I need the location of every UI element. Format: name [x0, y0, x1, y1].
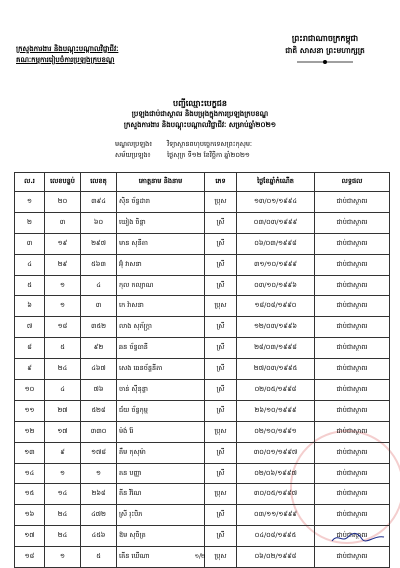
cell-room: ១៩	[45, 233, 81, 254]
cell-room: ៣	[45, 212, 81, 233]
cell-dob: ២៧/០៣/១៩៩៥	[237, 359, 315, 380]
cell-index: ១៧	[15, 526, 45, 547]
cell-room: ៥	[45, 338, 81, 359]
cell-desk: ៥	[81, 547, 117, 568]
cell-result: ជាប់ជាស្ថាពរ	[315, 505, 390, 526]
cell-dob: ១២/០៣/១៩៩៦	[237, 317, 315, 338]
cell-dob: ០២/០៦/១៩៩៧	[237, 463, 315, 484]
table-row	[15, 505, 390, 526]
cell-sex: ប្រុស	[205, 421, 237, 442]
cell-desk: ៧៦	[81, 380, 117, 401]
cell-room: ១	[45, 275, 81, 296]
cell-dob: ០២/០៥/១៩៩៨	[237, 380, 315, 401]
cell-sex: ស្រី	[205, 254, 237, 275]
cell-index: ៩	[15, 359, 45, 380]
cell-sex: ប្រុស	[205, 484, 237, 505]
cell-name: អ៊ុំ វាសនា	[117, 254, 205, 275]
cell-dob: ៣០/០១/១៩៩៧	[237, 442, 315, 463]
table-row	[15, 254, 390, 275]
cell-room: ១៨	[45, 317, 81, 338]
cell-name: សេង ធេនច័ន្ទនីតា	[117, 359, 205, 380]
table-header-row	[15, 173, 390, 192]
ornament-divider-icon	[295, 59, 355, 65]
cell-dob: ២៦/១០/១៩៩៩	[237, 400, 315, 421]
title-line-1: បញ្ជីឈ្មោះបេក្ខជន	[173, 99, 227, 108]
cell-result: ជាប់ជាស្ថាពរ	[315, 359, 390, 380]
table-row	[15, 296, 390, 317]
cell-desk: ១៧៨	[81, 442, 117, 463]
cell-result: ជាប់ជាស្ថាពរ	[315, 338, 390, 359]
cell-desk: ២៩៧	[81, 233, 117, 254]
cell-sex: ស្រី	[205, 526, 237, 547]
cell-sex: ប្រុស	[205, 192, 237, 213]
cell-sex: ស្រី	[205, 359, 237, 380]
cell-index: ១៨	[15, 547, 45, 568]
cell-result: ជាប់ជាស្ថាពរ	[315, 212, 390, 233]
cell-room: ៩	[45, 442, 81, 463]
kingdom-title: ព្រះរាជាណាចក្រកម្ពុជា	[291, 34, 359, 43]
cell-index: ៨	[15, 338, 45, 359]
cell-index: ១១	[15, 400, 45, 421]
cell-name: ស្រី រុះបិភ	[117, 505, 205, 526]
exam-date-value: ថ្ងៃសុក្រ ទី១២ ខែវិច្ឆិកា ឆ្នាំ២០២១	[167, 151, 250, 159]
cell-result: ជាប់ជាស្ថាពរ	[315, 192, 390, 213]
cell-name: មាន សុនីតា	[117, 233, 205, 254]
cell-index: ១	[15, 192, 45, 213]
exam-date-line	[115, 151, 375, 160]
title-line-3: ក្រសួងការងារ និងបណ្តុះបណ្តាលវិជ្ជាជីវៈ សម្រាប់ឆ្នាំ២០២១	[123, 121, 277, 129]
cell-sex: ស្រី	[205, 233, 237, 254]
title-line-2: ប្រឡងជាប់ជាស្ថាពរ និងបម្រុងក្នុងការប្រឡងក្របខណ្ឌ	[131, 110, 269, 118]
col-header-result: លទ្ធផល	[315, 173, 390, 192]
cell-desk: ១	[81, 463, 117, 484]
table-row	[15, 317, 390, 338]
cell-sex: ស្រី	[205, 317, 237, 338]
cell-room: ៤	[45, 380, 81, 401]
cell-dob: ០៣/១១/១៩៩៩	[237, 505, 315, 526]
cell-dob: ០៦/០៣/១៩៩៨	[237, 233, 315, 254]
table-row	[15, 359, 390, 380]
cell-dob: ៣១/១០/១៩៩៩	[237, 254, 315, 275]
cell-room: ១	[45, 547, 81, 568]
cell-desk: ៥២៨	[81, 400, 117, 421]
cell-dob: ៣០/០៥/១៩៩៧	[237, 484, 315, 505]
cell-result: ជាប់ជាស្ថាពរ	[315, 233, 390, 254]
cell-desk: ៩២	[81, 338, 117, 359]
cell-dob: ០៣/០៣/១៩៩៩	[237, 212, 315, 233]
committee-name: គណៈកម្មការរៀបចំការប្រឡងក្របខណ្ឌ	[16, 56, 115, 64]
cell-name: ឱម សុចិត្រ	[117, 526, 205, 547]
col-header-dob: ថ្ងៃខែឆ្នាំកំណើត	[237, 173, 315, 192]
ministry-header	[16, 44, 236, 66]
cell-room: ១	[45, 296, 81, 317]
cell-sex: ស្រី	[205, 380, 237, 401]
ministry-name: ក្រសួងការងារ និងបណ្តុះបណ្តាលវិជ្ជាជីវៈ	[16, 45, 119, 53]
cell-index: ១៥	[15, 484, 45, 505]
cell-room: ២៧	[45, 400, 81, 421]
cell-name: ម៉ង់ រ៉ែ	[117, 421, 205, 442]
col-header-desk: លេខតុ	[81, 173, 117, 192]
cell-index: ១២	[15, 421, 45, 442]
cell-result: ជាប់ជាស្ថាពរ	[315, 254, 390, 275]
cell-result: ជាប់ជាស្ថាពរ	[315, 275, 390, 296]
table-row	[15, 212, 390, 233]
table-row	[15, 380, 390, 401]
cell-name: គីន វិណៃ	[117, 484, 205, 505]
col-header-index: ល.រ	[15, 173, 45, 192]
cell-desk: ៣៣០	[81, 421, 117, 442]
table-row	[15, 275, 390, 296]
cell-name: ឃៀង ចិន្តា	[117, 212, 205, 233]
cell-room: ២៩	[45, 254, 81, 275]
cell-sex: ស្រី	[205, 505, 237, 526]
cell-name: ឆន ច័ន្ទធានី	[117, 338, 205, 359]
cell-dob: ០៦/០២/១៩៩៨	[237, 547, 315, 568]
cell-sex: ប្រុស	[205, 296, 237, 317]
cell-index: ៦	[15, 296, 45, 317]
cell-index: ១៣	[15, 442, 45, 463]
cell-desk: ២៦៨	[81, 484, 117, 505]
cell-room: ២៤	[45, 505, 81, 526]
cell-desk: ៥៦៣	[81, 254, 117, 275]
kingdom-motto: ជាតិ សាសនា ព្រះមហាក្សត្រ	[285, 46, 365, 55]
cell-room: ២៤	[45, 526, 81, 547]
cell-name: ចាន់ ស៊ីនុន្ទា	[117, 380, 205, 401]
cell-index: ៥	[15, 275, 45, 296]
table-row	[15, 442, 390, 463]
cell-dob: ២៨/០៣/១៩៩៨	[237, 338, 315, 359]
cell-index: ៤	[15, 254, 45, 275]
table-row	[15, 400, 390, 421]
cell-result: ជាប់ជាស្ថាពរ	[315, 380, 390, 401]
cell-name: លាង សុភ័ក្ត្រា	[117, 317, 205, 338]
cell-sex: ស្រី	[205, 275, 237, 296]
cell-room: ២០	[45, 192, 81, 213]
cell-room: ១៤	[45, 484, 81, 505]
cell-result: ជាប់ជាស្ថាពរ	[315, 296, 390, 317]
cell-index: ៣	[15, 233, 45, 254]
cell-dob: ១៣/០១/១៩៩៤	[237, 192, 315, 213]
cell-desk: ៤៦៧	[81, 359, 117, 380]
cell-sex: ស្រី	[205, 400, 237, 421]
cell-name: កេ វ៉ាសនា	[117, 296, 205, 317]
cell-desk: ៣៩៤	[81, 192, 117, 213]
cell-index: ១៤	[15, 463, 45, 484]
cell-result: ជាប់ជាស្ថាពរ	[315, 547, 390, 568]
signature-icon	[330, 531, 386, 545]
cell-index: ៧	[15, 317, 45, 338]
cell-sex: ស្រី	[205, 463, 237, 484]
cell-name: គន បញ្ញា	[117, 463, 205, 484]
table-row	[15, 421, 390, 442]
exam-center-label: មណ្ឌលប្រឡង៖	[115, 140, 153, 148]
cell-desk: ៤៥៦	[81, 526, 117, 547]
cell-sex: ប្រុស	[205, 547, 237, 568]
cell-desk: ៣	[81, 296, 117, 317]
table-row	[15, 463, 390, 484]
table-row	[15, 192, 390, 213]
cell-desk: ៤	[81, 275, 117, 296]
cell-room: ១	[45, 463, 81, 484]
cell-name: គឹម កុសុម៉ា	[117, 442, 205, 463]
table-row	[15, 484, 390, 505]
cell-dob: ០៤/០៨/១៩៩៥	[237, 526, 315, 547]
cell-desk: ៣៥២	[81, 317, 117, 338]
cell-sex: ស្រី	[205, 442, 237, 463]
exam-center-line	[115, 140, 375, 149]
table-row	[15, 338, 390, 359]
cell-result: ជាប់ជាស្ថាពរ	[315, 442, 390, 463]
cell-dob: ១៨/០៨/១៩៩០	[237, 296, 315, 317]
cell-sex: ស្រី	[205, 338, 237, 359]
cell-desk: ៤៧២	[81, 505, 117, 526]
cell-room: ២៤	[45, 359, 81, 380]
results-table	[14, 172, 390, 568]
cell-dob: ០២/១០/១៩៩១	[237, 421, 315, 442]
col-header-name: គោត្តនាម និងនាម	[117, 173, 205, 192]
cell-name: កុល កល្យាណ	[117, 275, 205, 296]
kingdom-header	[258, 33, 392, 69]
cell-result: ជាប់ជាស្ថាពរ	[315, 463, 390, 484]
exam-date-label: សម័យប្រឡង៖	[115, 151, 151, 159]
exam-center-value: វិទ្យាស្ថានពហុបច្ចេកទេសព្រះកុសុមៈ	[167, 140, 253, 148]
cell-sex: ស្រី	[205, 212, 237, 233]
cell-result: ជាប់ជាស្ថាពរ	[315, 317, 390, 338]
cell-result: ជាប់ជាស្ថាពរ	[315, 421, 390, 442]
page-number: ១/២	[194, 553, 206, 560]
col-header-sex: ភេទ	[205, 173, 237, 192]
table-row	[15, 233, 390, 254]
cell-name: ស៊ិន ច័ន្ទដារា	[117, 192, 205, 213]
cell-result: ជាប់ជាស្ថាពរ	[315, 484, 390, 505]
cell-index: ១៦	[15, 505, 45, 526]
cell-index: ១០	[15, 380, 45, 401]
document-title	[0, 98, 400, 131]
cell-index: ២	[15, 212, 45, 233]
cell-desk: ៦០	[81, 212, 117, 233]
cell-result: ជាប់ជាស្ថាពរ	[315, 400, 390, 421]
cell-name: គើន ឃើណា	[117, 547, 205, 568]
cell-result: ជាប់ជាស្ថាពរ	[315, 526, 390, 547]
col-header-room: លេខបន្ទប់	[45, 173, 81, 192]
cell-room: ១៧	[45, 421, 81, 442]
cell-name: ជ័យ ច័ន្ទកុម្ម	[117, 400, 205, 421]
cell-dob: ០៣/១០/១៩៩៦	[237, 275, 315, 296]
